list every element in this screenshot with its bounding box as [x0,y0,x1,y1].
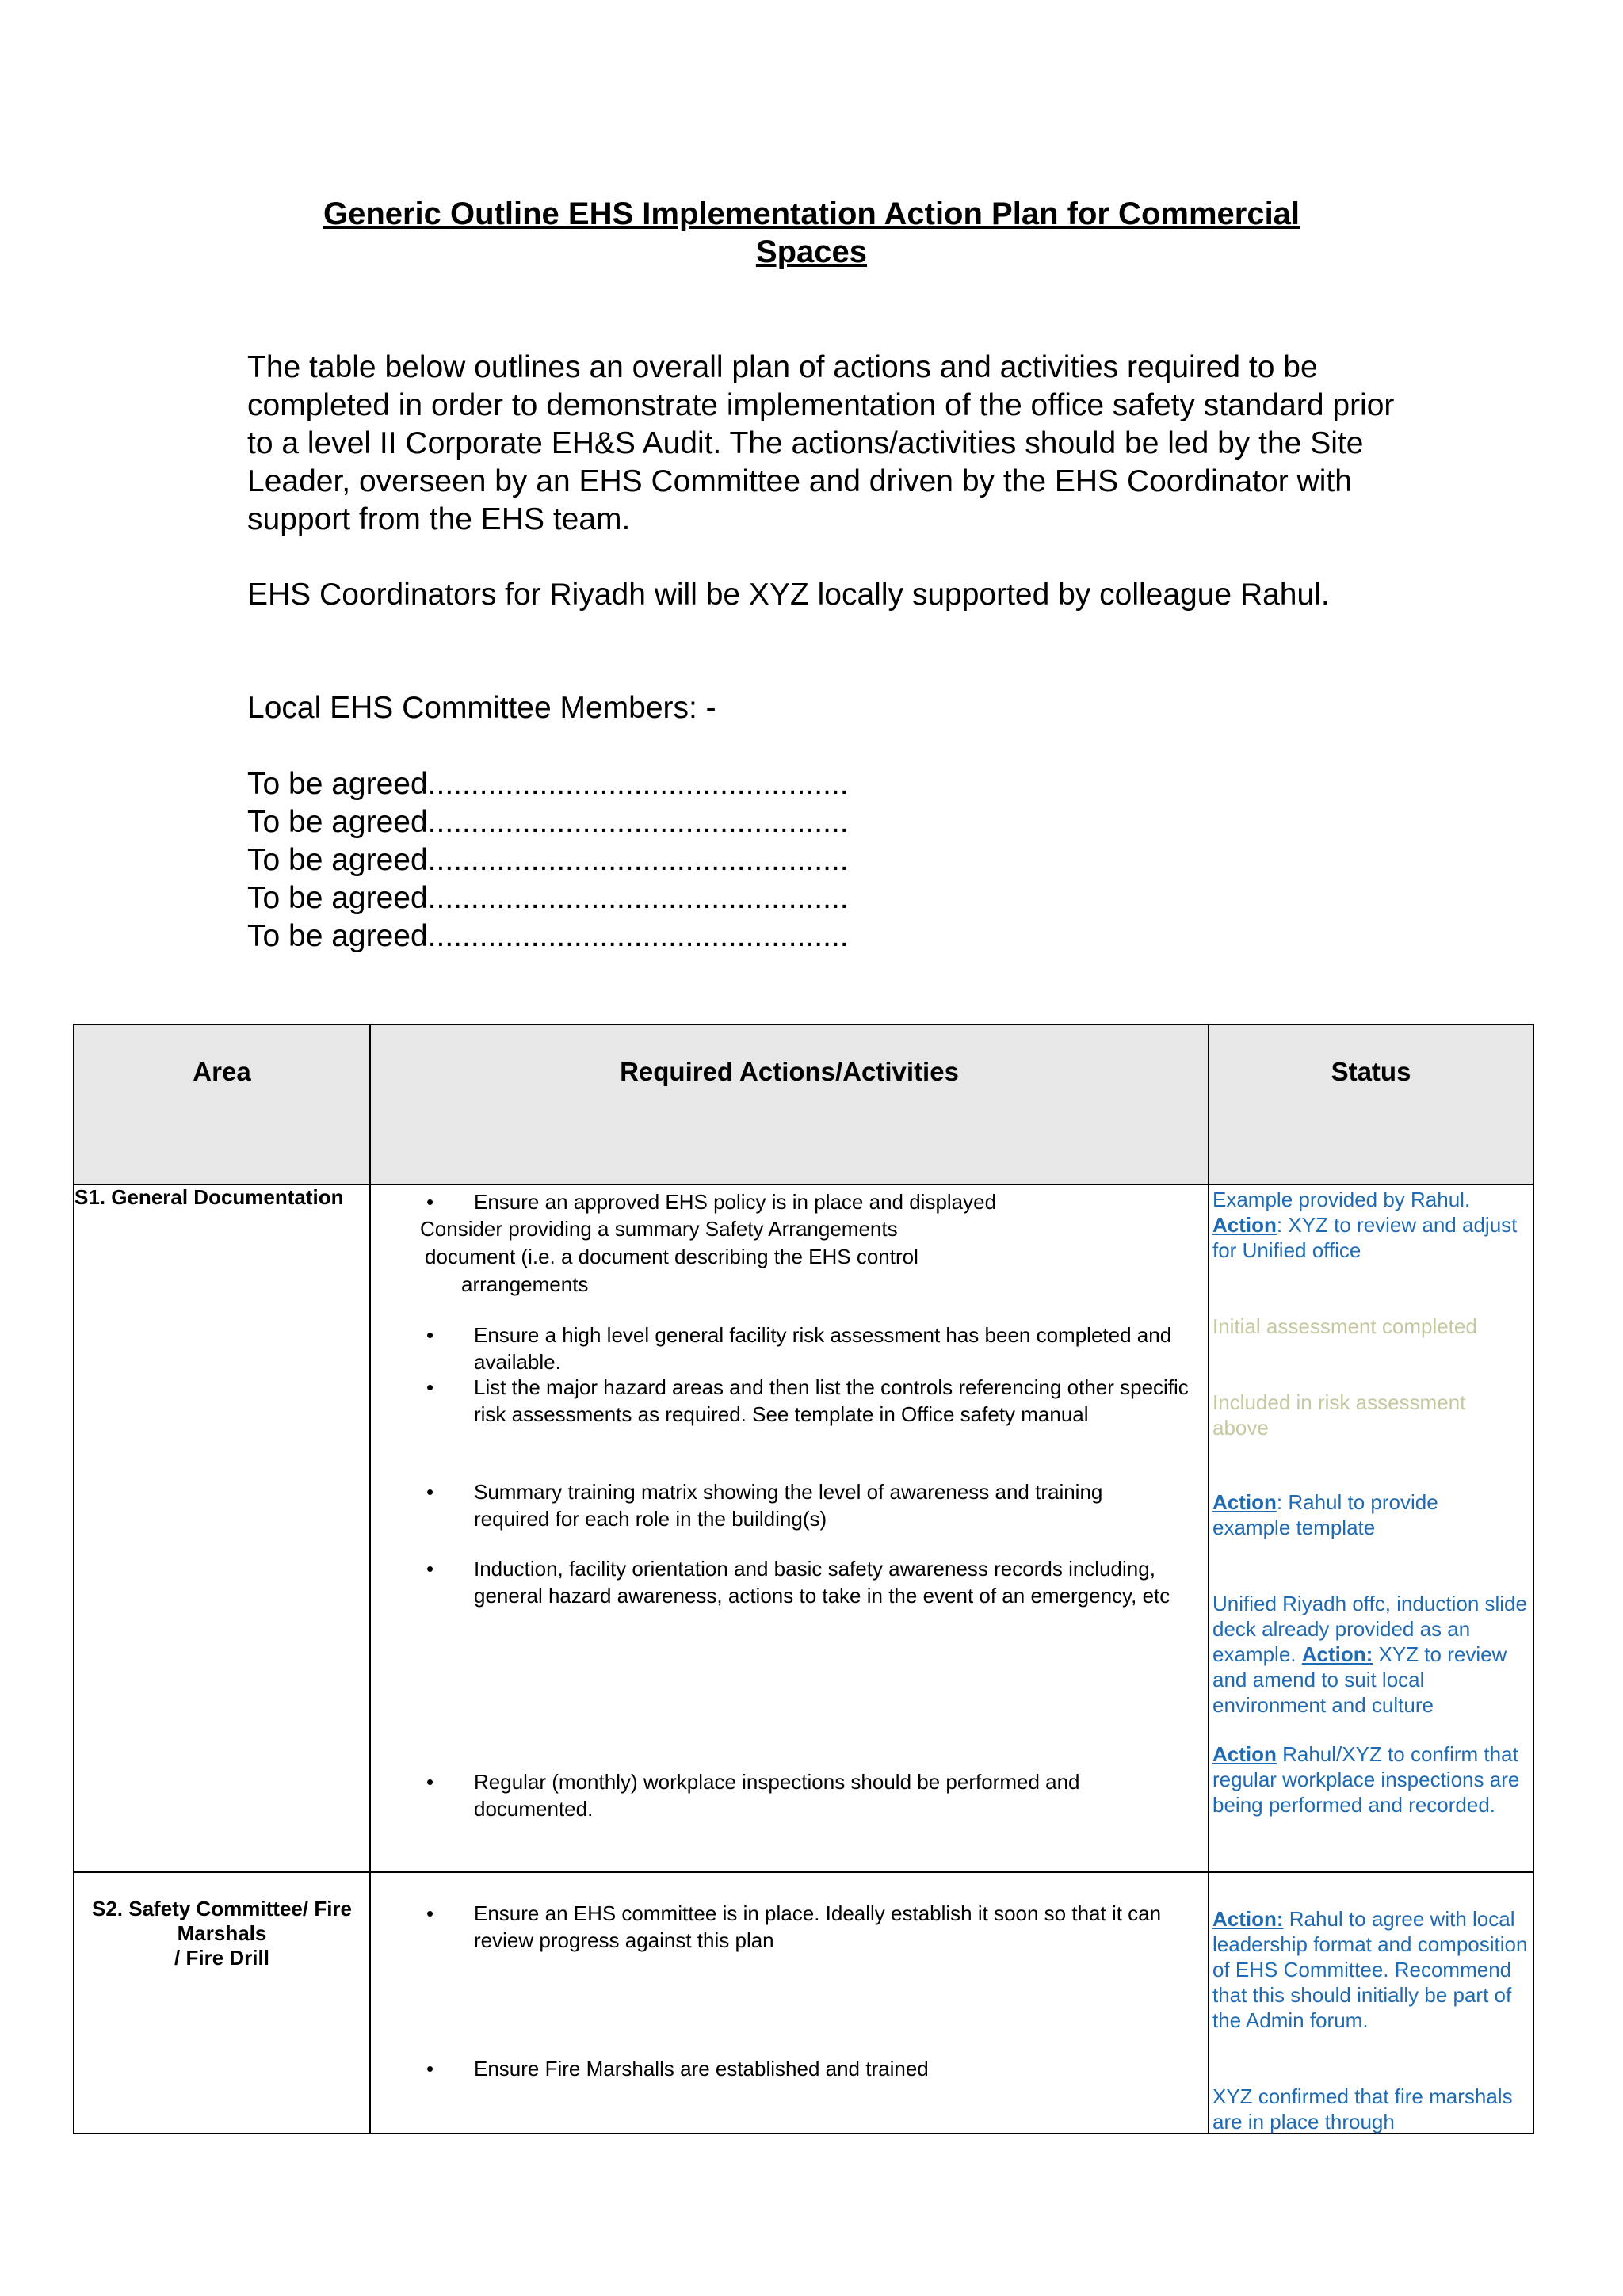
action-item: • List the major hazard areas and then list the controls referencing other specific risk assessments as required. See template in Office safety manual [474,1374,1195,1428]
status-s2 [1209,1872,1533,2134]
action-label: Action [1212,1490,1277,1514]
area-s1: S1. General Documentation [74,1184,370,1872]
action-label: Action: [1301,1642,1373,1666]
action-label: Action [1212,1742,1277,1766]
header-actions: Required Actions/Activities [370,1024,1209,1184]
status-text [1212,1906,1529,2033]
title-line-2: Spaces [755,235,868,269]
committee-member: To be agreed................................................. [247,881,849,915]
committee-member-list [247,765,849,955]
coordinators-section [247,576,1412,614]
header-area: Area [74,1024,370,1184]
action-item-text: Consider providing a summary Safety Arrangements [420,1217,898,1241]
status-text: XYZ confirmed that fire marshals are in place through [1212,2084,1513,2134]
action-item-text: document (i.e. a document describing the EHS control [425,1245,918,1268]
intro-section [247,349,1412,539]
committee-member: To be agreed................................................. [247,919,849,953]
actions-s1 [370,1184,1209,1872]
status-text-part: : Rahul to provide example template [1212,1490,1438,1539]
area-s2-line-1: S2. Safety Committee/ Fire [92,1897,352,1920]
status-text [1212,1187,1529,1263]
intro-paragraph-1: The table below outlines an overall plan of actions and activities required to be completed in order to demonstrate implementation of the office safety standard prior to a level II Corporate EH&S Audit. The actions/activities should be led by the Site Leader, overseen by an EHS Committee and driven by the EHS Coordinator with support from the EHS team. [247,350,1395,536]
action-label: Action [1212,1213,1277,1237]
action-item: • Ensure a high level general facility risk assessment has been completed and available. [474,1322,1195,1375]
status-text-part: Rahul/XYZ to confirm that regular workplace inspections are being performed and recorded. [1212,1742,1520,1817]
status-text: Initial assessment completed [1212,1314,1477,1338]
document-title [0,195,1623,271]
table-row [74,1872,1533,2134]
action-item: • Ensure an EHS committee is in place. Ideally establish it soon so that it can review progress against this plan [474,1900,1171,1954]
action-item: • Summary training matrix showing the level of awareness and training required for each role in the building(s) [474,1478,1171,1532]
status-text [1212,1741,1529,1817]
status-s1 [1209,1184,1533,1872]
header-status: Status [1209,1024,1533,1184]
status-text-part: Unified Riyadh offc, induction slide deck already provided as an example. [1212,1592,1527,1666]
status-text-part: XYZ to review and amend to suit local environment and culture [1212,1642,1507,1717]
action-plan-table [73,1024,1534,2134]
table-header-row [74,1024,1533,1184]
area-s2-line-3: / Fire Drill [174,1946,269,1970]
status-text [1212,1489,1498,1540]
action-item: • Ensure an approved EHS policy is in place and displayed [474,1188,1227,1215]
action-item: • Ensure Fire Marshalls are established and trained [474,2055,1171,2082]
table-row [74,1184,1533,1872]
committee-member: To be agreed................................................. [247,805,849,839]
action-label: Action: [1212,1907,1284,1931]
committee-heading: Local EHS Committee Members: - [247,691,716,725]
status-text: Included in risk assessment above [1212,1390,1466,1440]
action-item: • Regular (monthly) workplace inspections should be performed and documented. [474,1768,1171,1822]
status-text-part: Example provided by Rahul. [1212,1188,1471,1211]
committee-member: To be agreed................................................. [247,843,849,877]
area-s2 [74,1872,370,2134]
status-text-part: : XYZ to review and adjust for Unified office [1212,1213,1518,1262]
action-item: • Induction, facility orientation and basic safety awareness records including, general hazard awareness, actions to take in the event of an emergency, etc [474,1555,1203,1609]
area-s2-line-2: Marshals [177,1921,267,1945]
status-text [1212,1591,1529,1718]
actions-s2 [370,1872,1209,2134]
title-line-1: Generic Outline EHS Implementation Action Plan for Commercial [323,196,1300,231]
committee-heading-section [247,689,1412,727]
committee-member: To be agreed................................................. [247,767,849,801]
action-item-text: arrangements [461,1272,589,1296]
intro-paragraph-2: EHS Coordinators for Riyadh will be XYZ locally supported by colleague Rahul. [247,578,1330,612]
status-text-part: Rahul to agree with local leadership format and composition of EHS Committee. Recommend that this should initially be part of the Admin forum. [1212,1907,1528,2032]
